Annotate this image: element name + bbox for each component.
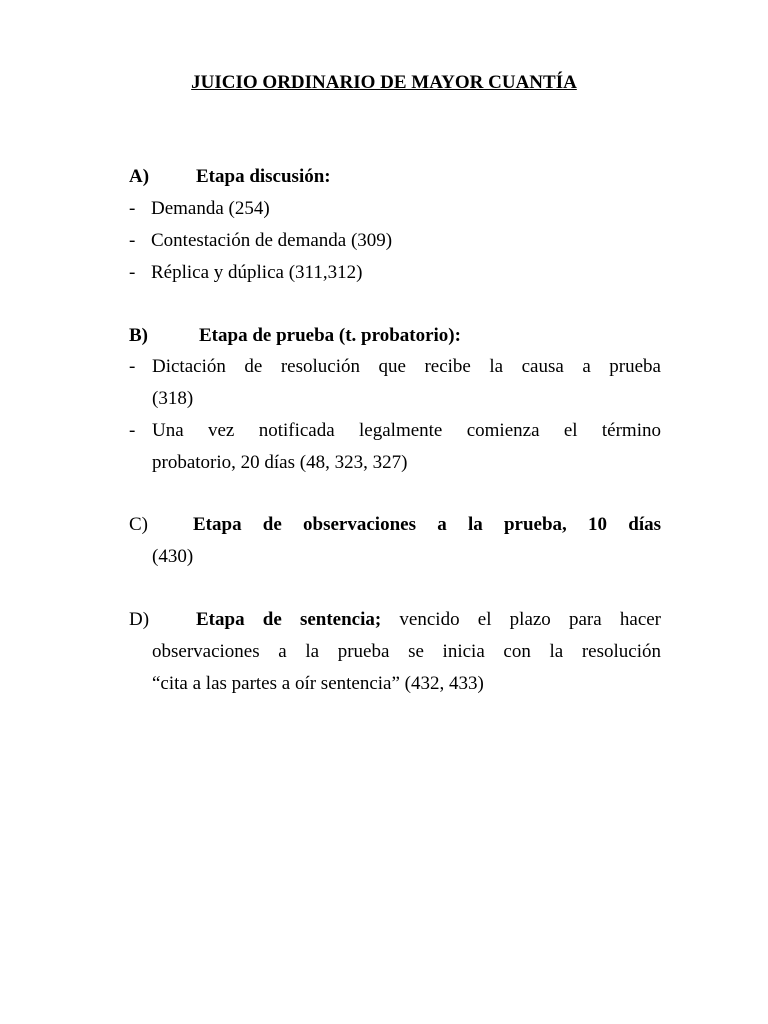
section-a-letter: A) <box>129 166 150 187</box>
section-b-letter: B) <box>129 325 148 346</box>
list-item-text: Dictación de resolución que recibe la causa a prueba <box>152 356 661 377</box>
section-d-line-3: “cita a las partes a oír sentencia” (432, 433) <box>152 673 484 694</box>
section-d-text: vencido el plazo para hacer <box>399 609 662 630</box>
section-d-letter: D) <box>129 609 150 630</box>
list-item-text: Una vez notificada legalmente comienza el término <box>152 420 661 441</box>
list-item: - <box>129 420 136 441</box>
section-b-heading <box>129 320 661 352</box>
list-item-text-continuation: (318) <box>152 388 194 409</box>
list-item: - Contestación de demanda (309) <box>129 230 393 251</box>
section-a-heading <box>129 161 661 193</box>
section-c-letter: C) <box>129 514 148 535</box>
list-item-text-continuation: probatorio, 20 días (48, 323, 327) <box>152 452 408 473</box>
document-title: JUICIO ORDINARIO DE MAYOR CUANTÍA <box>191 72 577 93</box>
section-c-continuation: (430) <box>152 546 194 567</box>
section-b-title: Etapa de prueba (t. probatorio): <box>199 325 461 346</box>
section-d-line-2: observaciones a la prueba se inicia con la resolución <box>152 641 661 662</box>
list-item: - Demanda (254) <box>129 198 270 219</box>
list-item: - Réplica y dúplica (311,312) <box>129 262 363 283</box>
section-d-first-line <box>196 604 661 636</box>
section-c-title: Etapa de observaciones a la prueba, 10 días <box>193 514 661 535</box>
section-a-title: Etapa discusión: <box>196 166 331 187</box>
list-item: - <box>129 356 136 377</box>
section-d-title: Etapa de sentencia; <box>196 609 382 630</box>
